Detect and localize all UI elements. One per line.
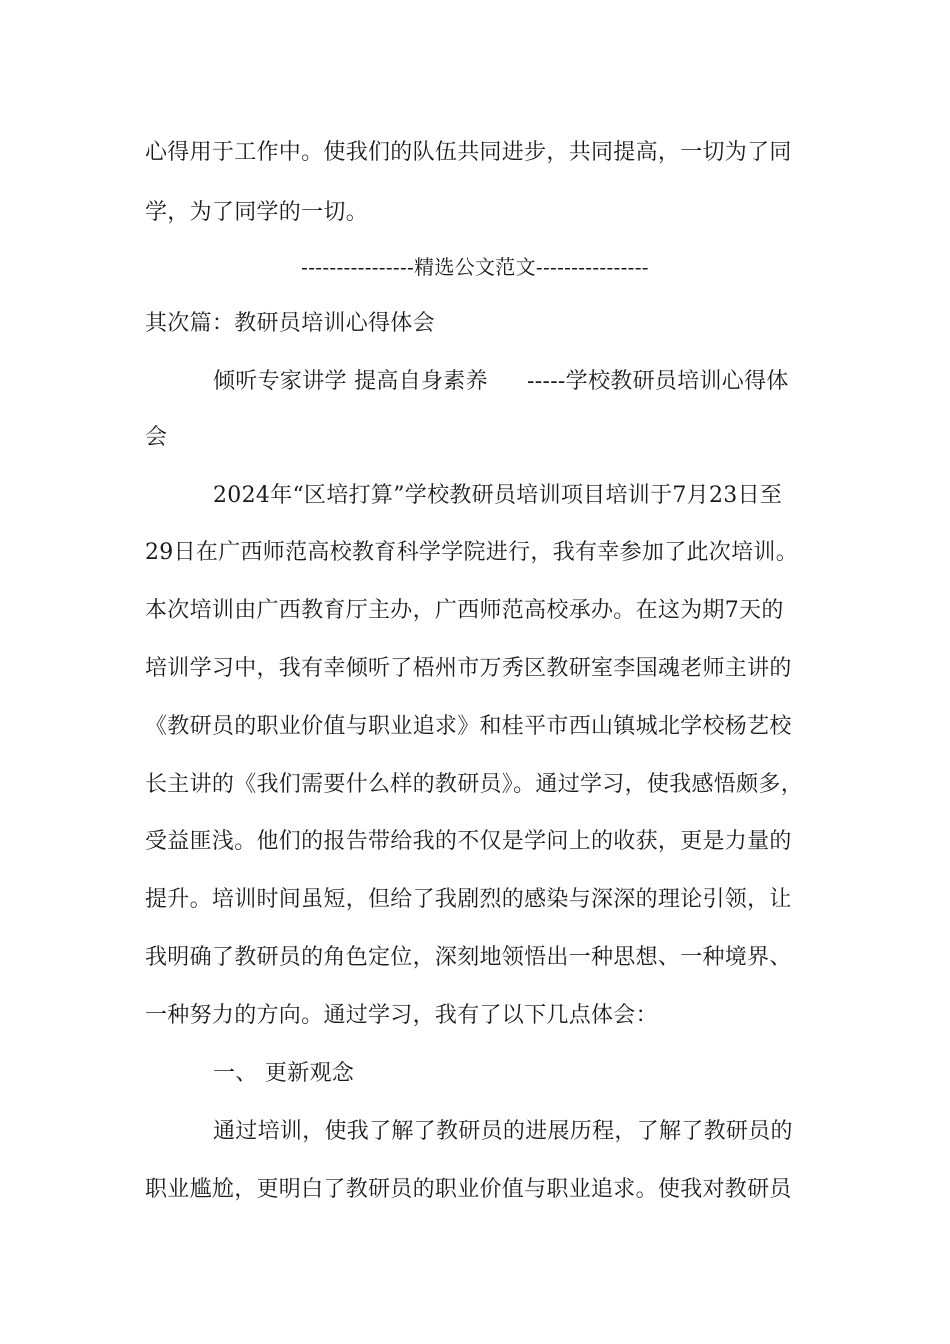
paragraph-line: 提升。培训时间虽短，但给了我剧烈的感染与深深的理论引领，让 [145,887,792,912]
text-line: 学，为了同学的一切。 [145,200,369,225]
paragraph-line: 职业尴尬，更明白了教研员的职业价值与职业追求。使我对教研员 [145,1177,792,1202]
paragraph-line: 一种努力的方向。通过学习，我有了以下几点体会： [145,1003,658,1028]
section-title: 其次篇：教研员培训心得体会 [145,311,435,336]
subtitle-row [0,367,950,397]
paragraph-line: 受益匪浅。他们的报告带给我的不仅是学问上的收获，更是力量的 [145,829,792,854]
paragraph-line: 29日在广西师范高校教育科学学院进行，我有幸参加了此次培训。 [145,540,798,565]
subtitle-continuation: 会 [145,425,168,450]
numbered-heading: 一、 更新观念 [213,1061,355,1086]
paragraph-line: 长主讲的《我们需要什么样的教研员》。通过学习，使我感悟颇多， [145,772,804,797]
paragraph-line: 我明确了教研员的角色定位，深刻地领悟出一种思想、一种境界、 [145,945,792,970]
paragraph-line: 通过培训，使我了解了教研员的进展历程，了解了教研员的 [213,1119,793,1144]
subtitle-secondary: -----学校教研员培训心得体 [527,369,789,394]
paragraph-line: 《教研员的职业价值与职业追求》和桂平市西山镇城北学校杨艺校 [145,714,792,739]
section-divider: ----------------精选公文范文---------------- [301,255,649,279]
paragraph-line: 培训学习中，我有幸倾听了梧州市万秀区教研室李国魂老师主讲的 [145,656,792,681]
text-line: 心得用于工作中。使我们的队伍共同进步，共同提高，一切为了同 [145,140,792,165]
paragraph-line: 本次培训由广西教育厅主办，广西师范高校承办。在这为期7天的 [145,598,784,623]
paragraph-line: 2024年“区培打算”学校教研员培训项目培训于7月23日至 [213,483,783,508]
subtitle-main: 倾听专家讲学 提高自身素养 [213,369,488,394]
